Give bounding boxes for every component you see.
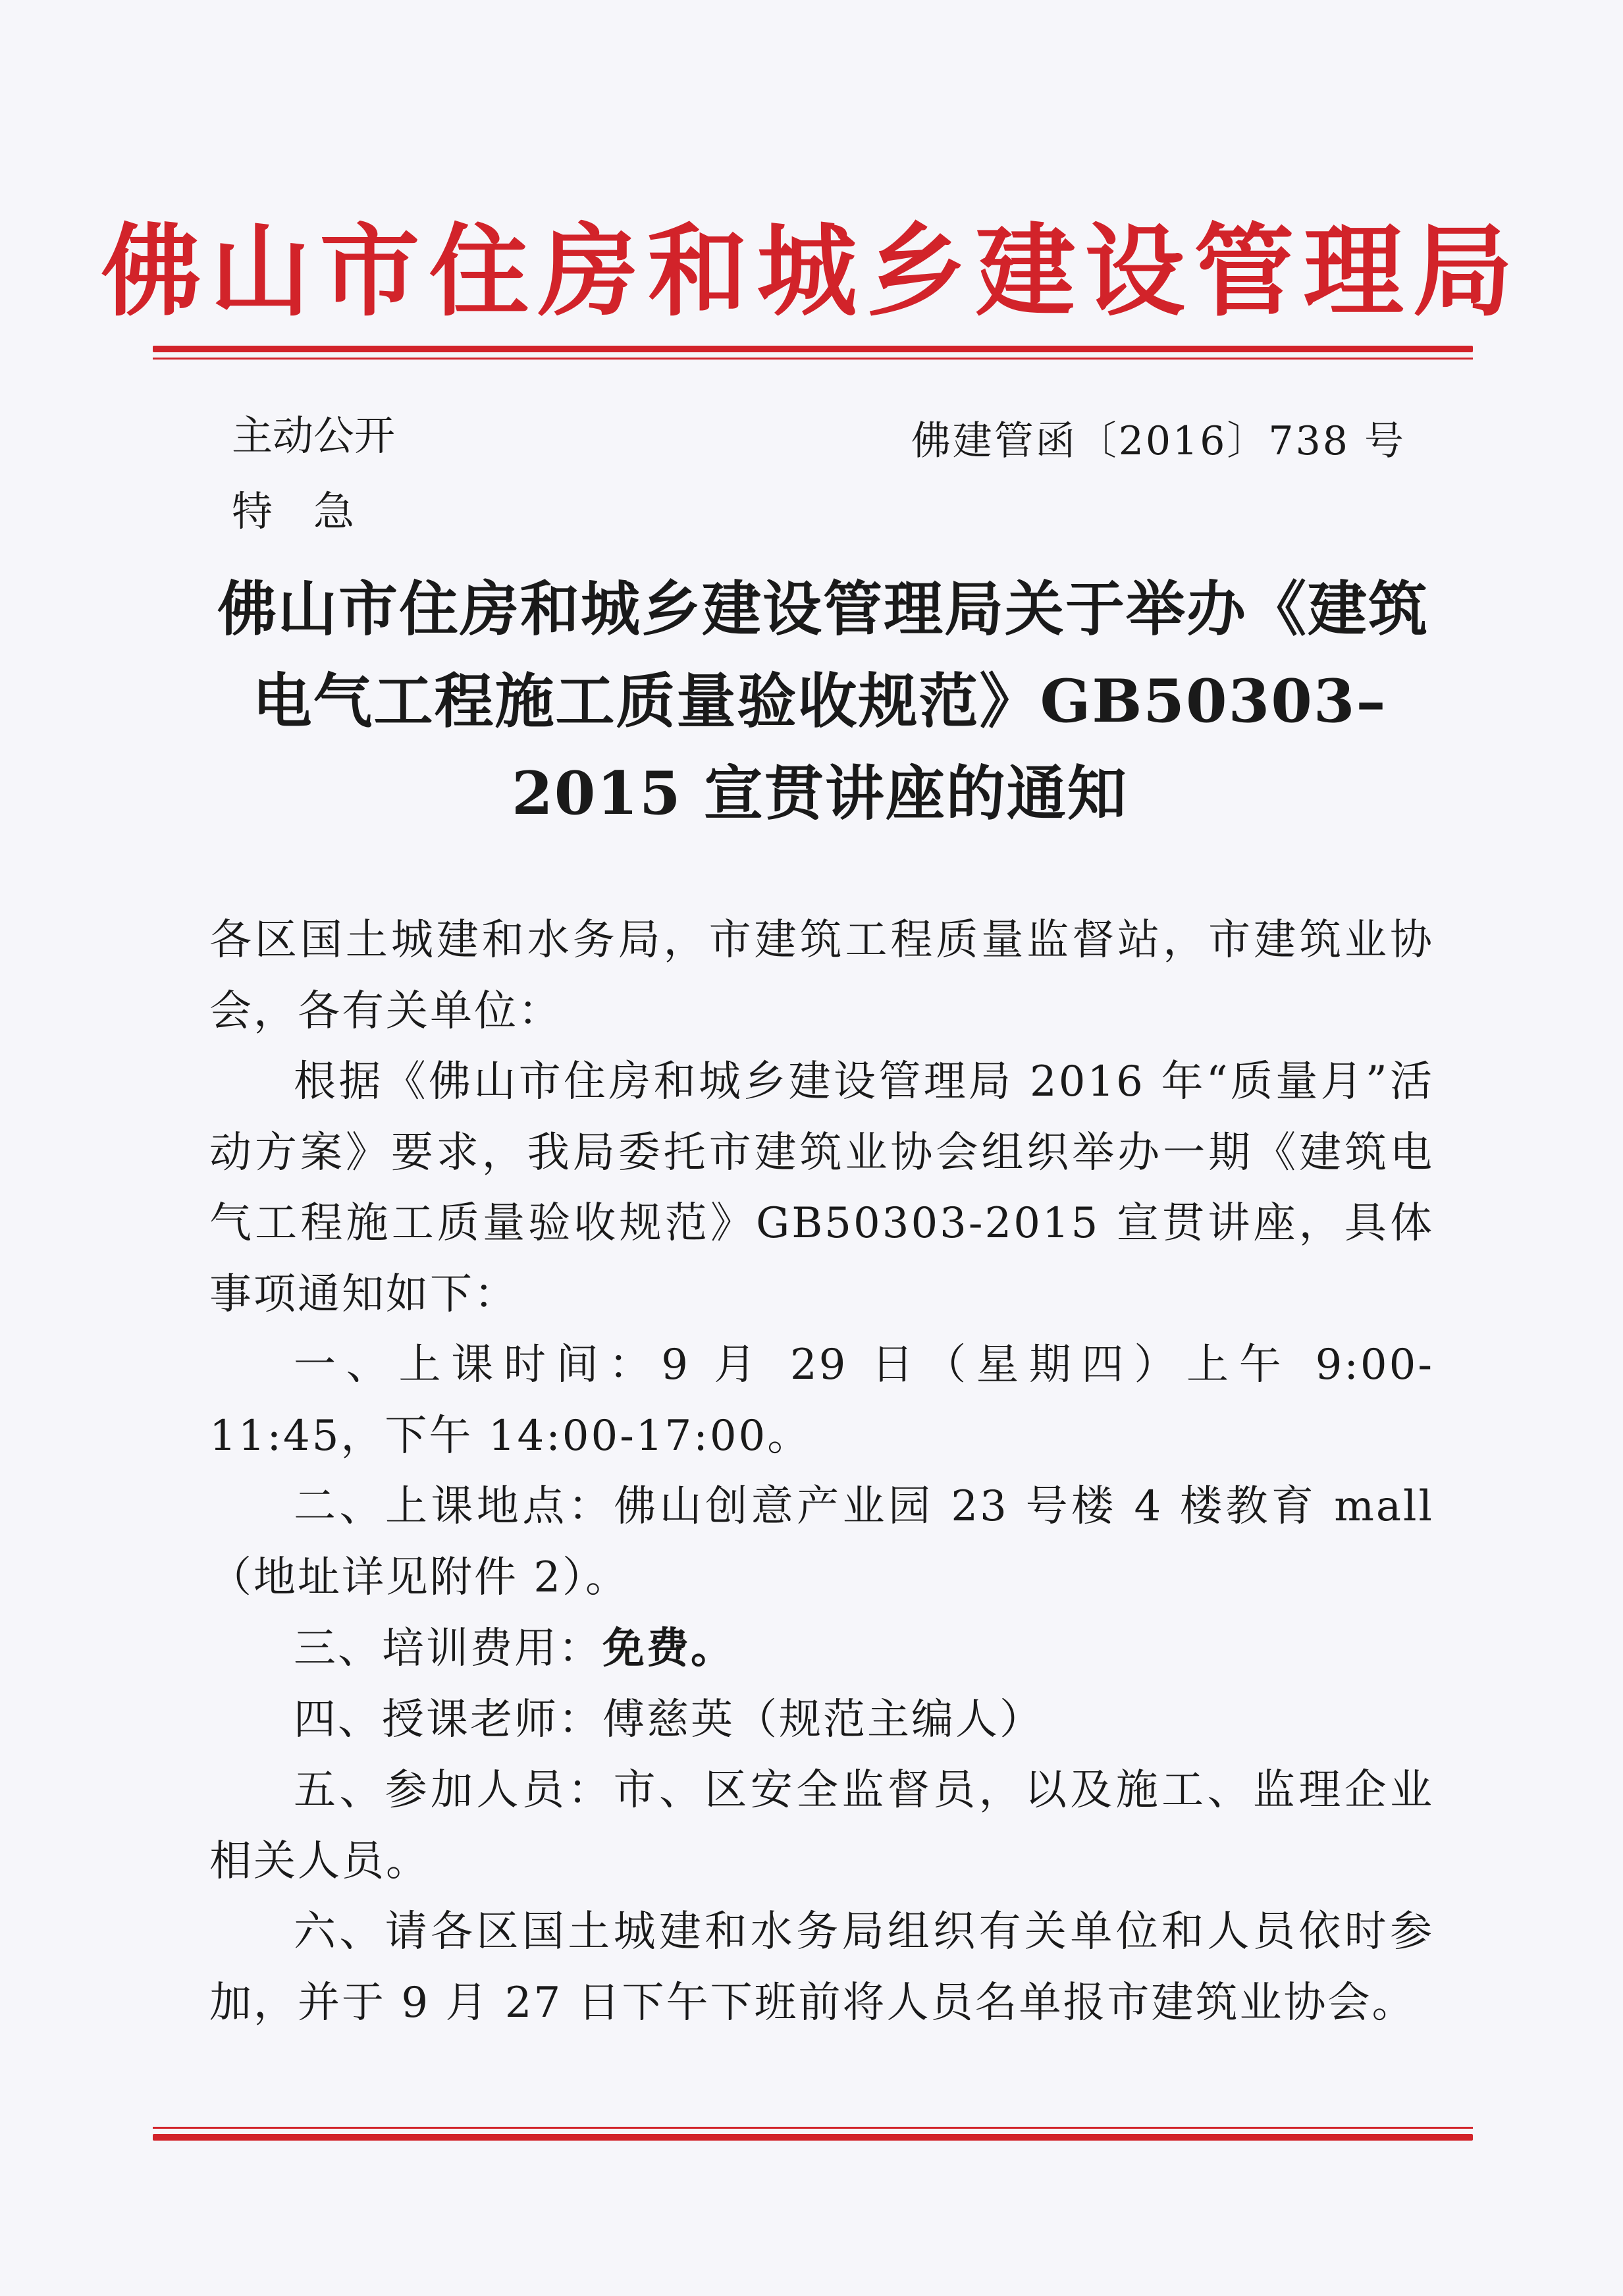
- divider-thick-line: [153, 346, 1473, 352]
- item-participants: 五、参加人员：市、区安全监督员，以及施工、监理企业相关人员。: [209, 1766, 1434, 1886]
- disclosure-label: 主动公开: [232, 412, 396, 460]
- urgency-label: 特 急: [232, 487, 355, 535]
- item-attendance-instruction: 六、请各区国土城建和水务局组织有关单位和人员依时参加，并于 9 月 27 日下午下班前将人员名单报市建筑业协会。: [209, 1908, 1434, 2027]
- footer-thick-line: [153, 2134, 1473, 2141]
- addressee-paragraph: 各区国土城建和水务局，市建筑工程质量监督站，市建筑业协会，各有关单位：: [209, 916, 1434, 1036]
- item-class-location: 二、上课地点：佛山创意产业园 23 号楼 4 楼教育 mall（地址详见附件 2）。: [209, 1482, 1434, 1602]
- document-number: 佛建管函〔2016〕738 号: [911, 418, 1406, 464]
- agency-letterhead: 佛山市住房和城乡建设管理局: [101, 213, 1522, 330]
- training-fee-label: 三、培训费用：: [294, 1624, 602, 1673]
- title-line-2: 电气工程施工质量验收规范》GB50303–: [252, 666, 1387, 736]
- footer-thin-line: [153, 2127, 1473, 2129]
- footer-divider: [153, 2127, 1473, 2141]
- item-training-fee: [209, 1613, 1434, 1685]
- item-class-time: 一、上课时间：9 月 29 日（星期四）上午 9:00-11:45，下午 14:00-17:00。: [209, 1341, 1434, 1460]
- document-body: [209, 905, 1434, 2039]
- title-line-1: 佛山市住房和城乡建设管理局关于举办《建筑: [217, 574, 1429, 644]
- intro-paragraph: 根据《佛山市住房和城乡建设管理局 2016 年“质量月”活动方案》要求，我局委托市建筑业协会组织举办一期《建筑电气工程施工质量验收规范》GB50303-2015 宣贯讲座，具体事项通知如下：: [209, 1057, 1434, 1319]
- document-title: [217, 563, 1429, 840]
- title-line-3: 2015 宣贯讲座的通知: [512, 759, 1128, 828]
- item-instructor: 四、授课老师：傅慈英（规范主编人）: [294, 1695, 1044, 1744]
- training-fee-value: 免费。: [602, 1624, 735, 1673]
- letterhead-divider: [153, 346, 1473, 360]
- divider-thin-line: [153, 358, 1473, 360]
